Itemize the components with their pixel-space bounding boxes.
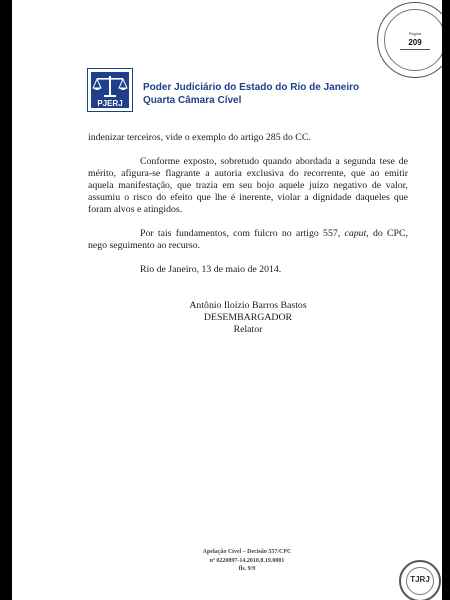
stamp-page-number: 209	[408, 38, 422, 47]
paragraph-3-start: Por tais fundamentos, com fulcro no artigo 557,	[140, 228, 345, 239]
signer-role: Relator	[233, 324, 263, 335]
caput-italic: caput	[344, 228, 367, 239]
stamp-signature-line	[400, 49, 430, 50]
stamp-page-label: Página	[408, 31, 422, 36]
scales-of-justice-icon	[88, 69, 132, 111]
case-footer	[172, 548, 322, 574]
document-page	[12, 0, 442, 600]
logo-text: PJERJ	[97, 99, 123, 108]
chamber-name: Quarta Câmara Cível	[143, 95, 242, 106]
decision-date: Rio de Janeiro, 13 de maio de 2014.	[140, 264, 282, 275]
page-number-stamp	[377, 2, 442, 78]
tjrj-seal	[399, 560, 441, 600]
signer-name: Antônio Iloízio Barros Bastos	[189, 300, 307, 311]
seal-text: TJRJ	[410, 575, 430, 584]
paragraph-3	[88, 228, 408, 252]
paragraph-2: Conforme exposto, sobretudo quando abordada a segunda tese de mérito, afigura-se flagrante a autoria exclusiva do recorrente, que ao emitir aquela manifestação, que trazia em seu bojo aquele juízo negativo de valor, assumiu o risco do efeito que lhe é inerente, violar a dignidade daqueles que foram alvos e atingidos.	[88, 156, 408, 215]
decision-body	[88, 132, 408, 336]
signer-title: DESEMBARGADOR	[203, 312, 293, 323]
paragraph-3-end: , do CPC, nego seguimento ao recurso.	[88, 228, 408, 251]
footer-page-count: fls. 9/9	[238, 566, 256, 572]
court-name: Poder Judiciário do Estado do Rio de Janeiro	[143, 82, 360, 93]
paragraph-1: indenizar terceiros, vide o exemplo do artigo 285 do CC.	[88, 132, 311, 143]
footer-case-type: Apelação Cível – Decisão 557/CPC	[202, 549, 292, 555]
pjerj-logo	[87, 68, 133, 112]
footer-case-number: nº 0220897-14.2010.8.19.0001	[209, 557, 285, 564]
